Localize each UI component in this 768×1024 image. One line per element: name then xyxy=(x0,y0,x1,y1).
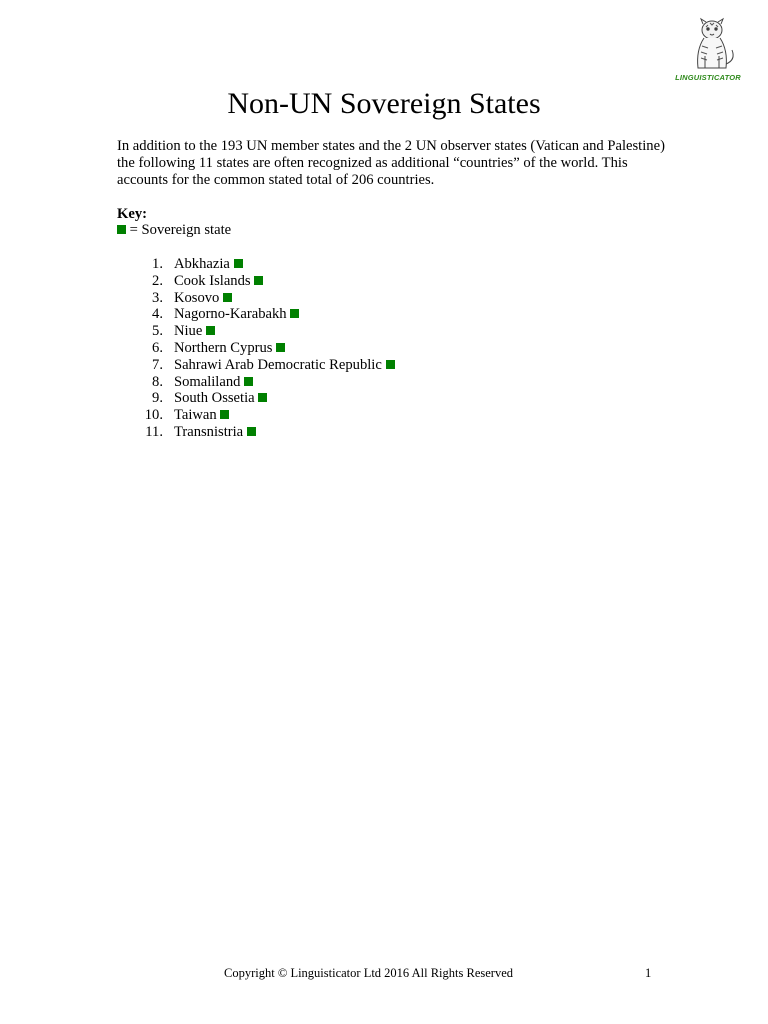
sovereign-marker-icon xyxy=(258,393,267,402)
tiger-icon xyxy=(672,16,744,74)
state-name: Nagorno-Karabakh xyxy=(173,306,287,323)
state-name: Cook Islands xyxy=(173,272,251,289)
sovereign-marker-icon xyxy=(386,360,395,369)
list-number: 1. xyxy=(152,256,163,272)
states-list xyxy=(117,256,395,441)
list-item xyxy=(117,306,395,323)
key-legend-text: = Sovereign state xyxy=(129,222,232,238)
sovereign-marker-icon xyxy=(206,326,215,335)
page-title: Non-UN Sovereign States xyxy=(227,87,541,120)
list-item xyxy=(117,340,395,357)
sovereign-marker-icon xyxy=(276,343,285,352)
copyright-notice: Copyright © Linguisticator Ltd 2016 All Rights Reserved xyxy=(224,966,513,980)
linguisticator-logo xyxy=(672,16,744,86)
list-number: 6. xyxy=(152,339,163,356)
list-number: 2. xyxy=(152,272,163,289)
state-name: Abkhazia xyxy=(173,256,230,272)
list-item xyxy=(117,407,395,424)
state-name: Taiwan xyxy=(173,407,217,424)
key-legend xyxy=(117,206,231,238)
state-name: Somaliland xyxy=(173,373,241,390)
key-heading: Key: xyxy=(117,206,147,222)
list-item xyxy=(117,357,395,374)
state-name: Transnistria xyxy=(173,423,244,440)
list-item xyxy=(117,290,395,307)
list-item xyxy=(117,424,395,441)
sovereign-marker-icon xyxy=(234,259,243,268)
state-name: Sahrawi Arab Democratic Republic xyxy=(173,356,382,373)
list-number: 7. xyxy=(152,356,163,373)
list-number: 3. xyxy=(152,289,163,306)
list-item xyxy=(117,256,395,273)
list-item xyxy=(117,273,395,290)
logo-wordmark: LINGUISTICATOR xyxy=(675,73,741,82)
sovereign-marker-icon xyxy=(247,427,256,436)
sovereign-marker-icon xyxy=(117,225,126,234)
key-entry xyxy=(117,222,231,238)
sovereign-marker-icon xyxy=(254,276,263,285)
sovereign-marker-icon xyxy=(220,410,229,419)
state-name: Northern Cyprus xyxy=(173,339,273,356)
sovereign-marker-icon xyxy=(290,309,299,318)
intro-paragraph: In addition to the 193 UN member states and the 2 UN observer states (Vatican and Palestine) the following 11 states are often recognized as additional “countries” of the world. This accounts for the common stated total of 206 countries. xyxy=(117,138,665,188)
state-name: South Ossetia xyxy=(173,390,255,407)
state-name: Kosovo xyxy=(173,289,220,306)
state-name: Niue xyxy=(173,323,203,340)
sovereign-marker-icon xyxy=(223,293,232,302)
list-number: 4. xyxy=(152,306,163,323)
list-item xyxy=(117,390,395,407)
sovereign-marker-icon xyxy=(244,377,253,386)
list-number: 5. xyxy=(152,323,163,340)
list-number: 11. xyxy=(145,423,163,440)
list-item xyxy=(117,374,395,391)
list-number: 8. xyxy=(152,373,163,390)
page-number: 1 xyxy=(645,966,652,980)
list-number: 9. xyxy=(152,390,163,407)
list-item xyxy=(117,323,395,340)
list-number: 10. xyxy=(144,407,163,424)
